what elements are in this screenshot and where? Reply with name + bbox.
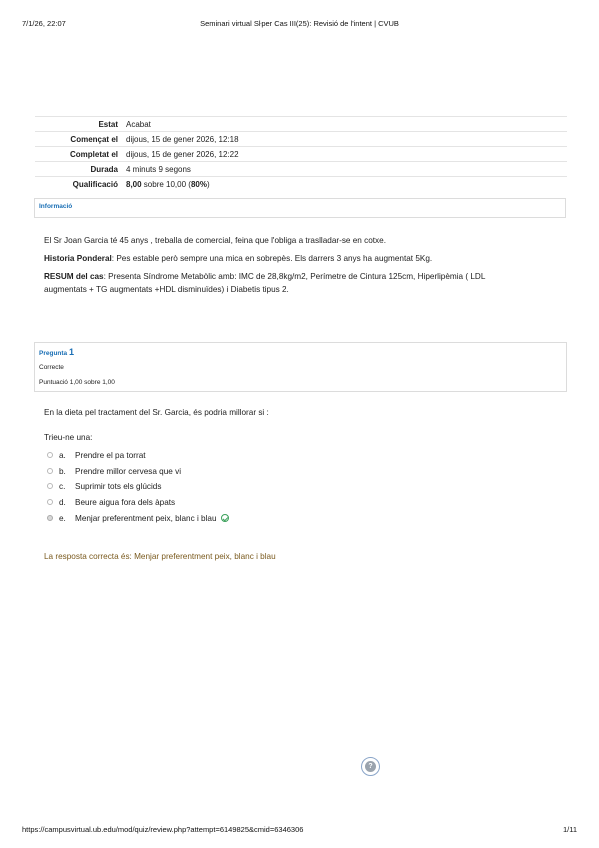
summary-label: Estat xyxy=(35,117,126,132)
historia-text: : Pes estable però sempre una mica en sobrepès. Els darrers 3 anys ha augmentat 5Kg. xyxy=(111,254,433,263)
help-icon: ? xyxy=(365,761,376,772)
answer-option-d[interactable] xyxy=(47,496,175,508)
page-url: https://campusvirtual.ub.edu/mod/quiz/review.php?attempt=6149825&cmid=6346306 xyxy=(22,825,304,834)
info-box xyxy=(34,198,566,218)
page-number: 1/11 xyxy=(562,825,577,834)
summary-label: Durada xyxy=(35,162,126,177)
case-resum xyxy=(44,271,554,283)
attempt-summary-table xyxy=(35,116,567,191)
resum-line1: : Presenta Síndrome Metabòlic amb: IMC de 28,8kg/m2, Perímetre de Cintura 125cm, Hiperlipèmia ( LDL xyxy=(103,272,486,281)
option-letter: a. xyxy=(59,450,66,460)
radio-button[interactable] xyxy=(47,468,53,474)
answer-option-c[interactable] xyxy=(47,480,161,492)
grade-sobre: sobre 10,00 ( xyxy=(141,179,191,189)
summary-value: Acabat xyxy=(126,117,567,132)
summary-label: Completat el xyxy=(35,147,126,162)
correct-answer-feedback: La resposta correcta és: Menjar preferentment peix, blanc i blau xyxy=(44,552,276,561)
option-letter: b. xyxy=(59,466,66,476)
info-title: Informació xyxy=(39,203,73,210)
summary-row xyxy=(35,132,567,147)
option-text: Prendre millor cervesa que vi xyxy=(75,466,182,476)
question-text: En la dieta pel tractament del Sr. Garcia, és podria millorar si : xyxy=(44,408,269,417)
grade-close: ) xyxy=(206,179,210,189)
print-page-title: Seminari virtual Sŀper Cas III(25): Revisió de l'intent | CVUB xyxy=(200,19,399,28)
summary-label: Qualificació xyxy=(35,177,126,192)
question-state: Correcte xyxy=(39,364,64,371)
grade-percent: 80% xyxy=(190,179,207,189)
option-text: Beure aigua fora dels àpats xyxy=(75,497,176,507)
answer-option-b[interactable] xyxy=(47,465,181,477)
summary-row xyxy=(35,117,567,132)
summary-grade-value xyxy=(126,177,567,192)
summary-row xyxy=(35,162,567,177)
question-num: 1 xyxy=(68,347,74,357)
historia-label: Historia Ponderal xyxy=(44,254,112,263)
question-info-box xyxy=(34,342,567,392)
radio-button[interactable] xyxy=(47,499,53,505)
option-text: Prendre el pa torrat xyxy=(75,450,146,460)
summary-label: Començat el xyxy=(35,132,126,147)
radio-button[interactable] xyxy=(47,483,53,489)
option-text: Suprimir tots els glúcids xyxy=(75,481,162,491)
option-text: Menjar preferentment peix, blanc i blau xyxy=(75,513,217,523)
question-grade: Puntuació 1,00 sobre 1,00 xyxy=(39,379,115,386)
option-letter: d. xyxy=(59,497,66,507)
case-historia xyxy=(44,253,554,265)
resum-line2: augmentats + TG augmentats +HDL disminuïdes) i Diabetis tipus 2. xyxy=(44,285,289,294)
question-label: Pregunta xyxy=(39,350,68,357)
print-footer xyxy=(22,825,577,837)
help-button[interactable] xyxy=(361,757,380,776)
radio-button[interactable] xyxy=(47,452,53,458)
question-prompt: Trieu-ne una: xyxy=(44,433,93,442)
option-letter: e. xyxy=(59,513,66,523)
correct-check-icon xyxy=(221,514,229,522)
option-letter: c. xyxy=(59,481,66,491)
summary-row xyxy=(35,147,567,162)
print-timestamp: 7/1/26, 22:07 xyxy=(22,19,66,28)
summary-value: dijous, 15 de gener 2026, 12:18 xyxy=(126,132,567,147)
resum-label: RESUM del cas xyxy=(44,272,104,281)
grade-score: 8,00 xyxy=(126,179,142,189)
summary-row xyxy=(35,177,567,192)
print-header xyxy=(22,19,577,31)
question-number xyxy=(39,347,74,357)
radio-button-selected[interactable] xyxy=(47,515,53,521)
summary-value: 4 minuts 9 segons xyxy=(126,162,567,177)
answer-option-a[interactable] xyxy=(47,449,146,461)
case-intro: El Sr Joan Garcia té 45 anys , treballa de comercial, feina que l'obliga a traslladar-se en cotxe. xyxy=(44,236,386,245)
answer-option-e[interactable] xyxy=(47,512,229,524)
summary-value: dijous, 15 de gener 2026, 12:22 xyxy=(126,147,567,162)
